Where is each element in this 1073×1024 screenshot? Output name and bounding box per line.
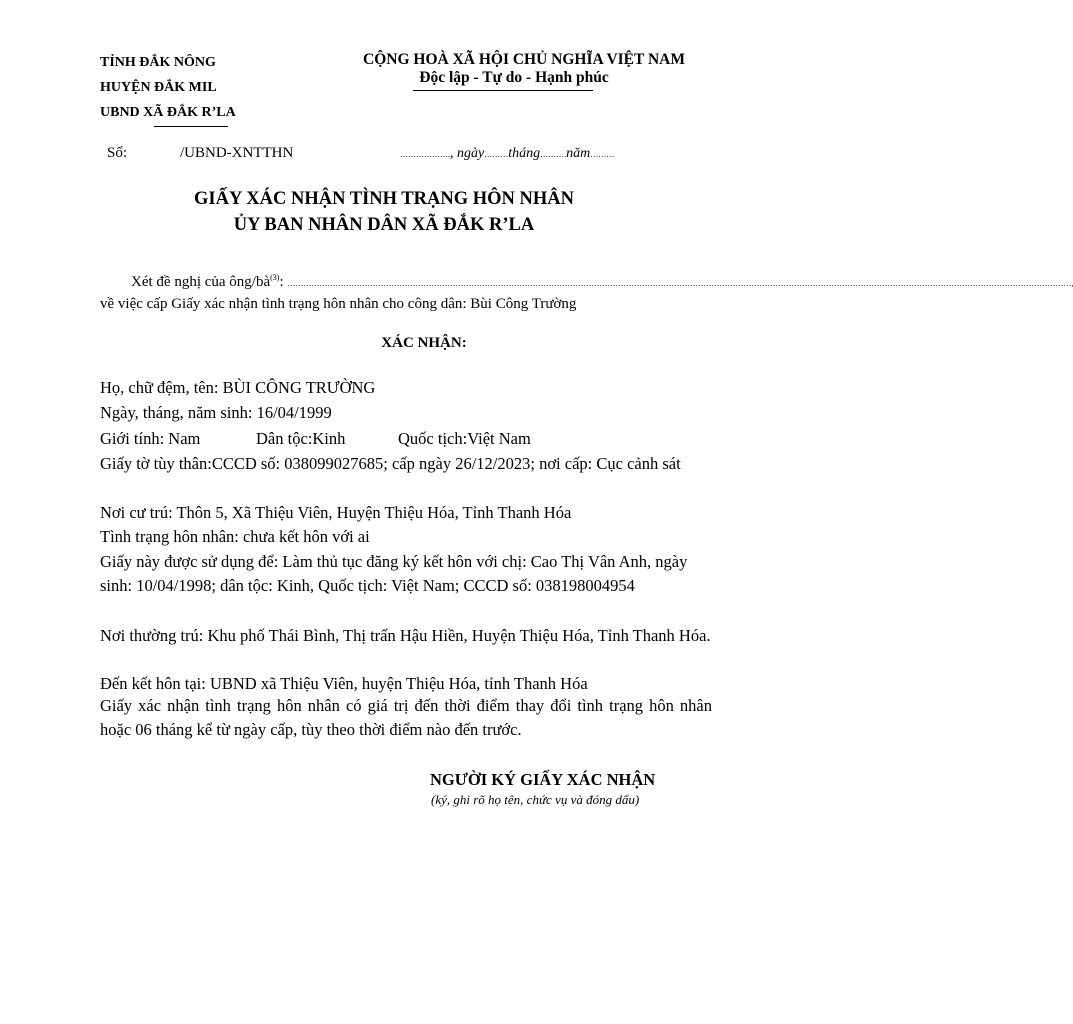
ethnicity-field: Dân tộc:Kinh [256,429,346,448]
document-title: GIẤY XÁC NHẬN TÌNH TRẠNG HÔN NHÂN [194,189,574,209]
document-number-label: Số: [107,145,128,161]
purpose-field: Giấy này được sử dụng để: Làm thủ tục đăng ký kết hôn với chị: Cao Thị Vân Anh, ngày sinh: 10/04/1998; dân tộc: Kinh, Quốc tịch: Việt Nam; CCCD số: 038198004954 [100,552,688,595]
request-purpose: về việc cấp Giấy xác nhận tình trạng hôn nhân cho công dân: Bùi Công Trường [100,296,577,312]
issuing-authority: ỦY BAN NHÂN DÂN XÃ ĐẮK R’LA [233,215,535,235]
motto-underline [413,90,593,91]
request-prefix: Xét đề nghị của ông/bà [131,274,271,290]
date-placeholder-dots: ………………. [400,150,450,159]
gender-field: Giới tính: Nam [100,429,201,448]
document-number-code: /UBND-XNTTHN [180,145,294,161]
requester-placeholder-dots: ……………………………………………………………………………………………………………………………………………………………………………………………………………………………………………………………………, [287,279,1073,288]
request-colon: : [279,274,284,290]
date-year-label: năm [566,146,591,161]
full-name-field: Họ, chữ đệm, tên: BÙI CÔNG TRƯỜNG [100,378,376,397]
date-line [400,146,614,162]
date-of-birth-field: Ngày, tháng, năm sinh: 16/04/1999 [100,403,332,422]
date-day-label: , ngày [450,146,485,161]
id-document-field: Giấy tờ tùy thân:CCCD số: 038099027685; cấp ngày 26/12/2023; nơi cấp: Cục cảnh sát [100,454,681,473]
date-month-label: tháng [508,146,541,161]
signer-instructions: (ký, ghi rõ họ tên, chức vụ và đóng dấu) [431,792,640,807]
district-name: HUYỆN ĐẮK MIL [100,80,217,95]
national-motto: Độc lập - Tự do - Hạnh phúc [419,69,609,86]
permanent-residence-field: Nơi thường trú: Khu phố Thái Bình, Thị trấn Hậu Hiền, Huyện Thiệu Hóa, Tỉnh Thanh Hóa. [100,626,711,645]
date-year-dots: ……… [590,150,615,159]
nationality-field: Quốc tịch:Việt Nam [398,429,531,448]
signer-title: NGƯỜI KÝ GIẤY XÁC NHẬN [430,770,656,789]
residence-field: Nơi cư trú: Thôn 5, Xã Thiệu Viên, Huyện Thiệu Hóa, Tỉnh Thanh Hóa [100,503,572,522]
validity-note: Giấy xác nhận tình trạng hôn nhân có giá trị đến thời điểm thay đổi tình trạng hôn nhân hoặc 06 tháng kể từ ngày cấp, tùy theo thời điểm nào đến trước. [100,696,712,739]
marital-status-field: Tình trạng hôn nhân: chưa kết hôn với ai [100,527,370,546]
header-left-underline [154,126,228,127]
commune-name: UBND XÃ ĐẮK R’LA [100,105,236,120]
province-name: TỈNH ĐẮK NÔNG [100,55,216,70]
date-day-dots: ……… [484,150,509,159]
confirm-heading: XÁC NHẬN: [381,335,467,351]
footnote-marker: (3) [270,273,280,282]
date-month-dots: ………. [540,150,567,159]
request-line [131,273,1073,291]
country-name: CỘNG HOÀ XÃ HỘI CHỦ NGHĨA VIỆT NAM [363,51,685,68]
marriage-place-field: Đến kết hôn tại: UBND xã Thiệu Viên, huyện Thiệu Hóa, tỉnh Thanh Hóa [100,674,588,693]
